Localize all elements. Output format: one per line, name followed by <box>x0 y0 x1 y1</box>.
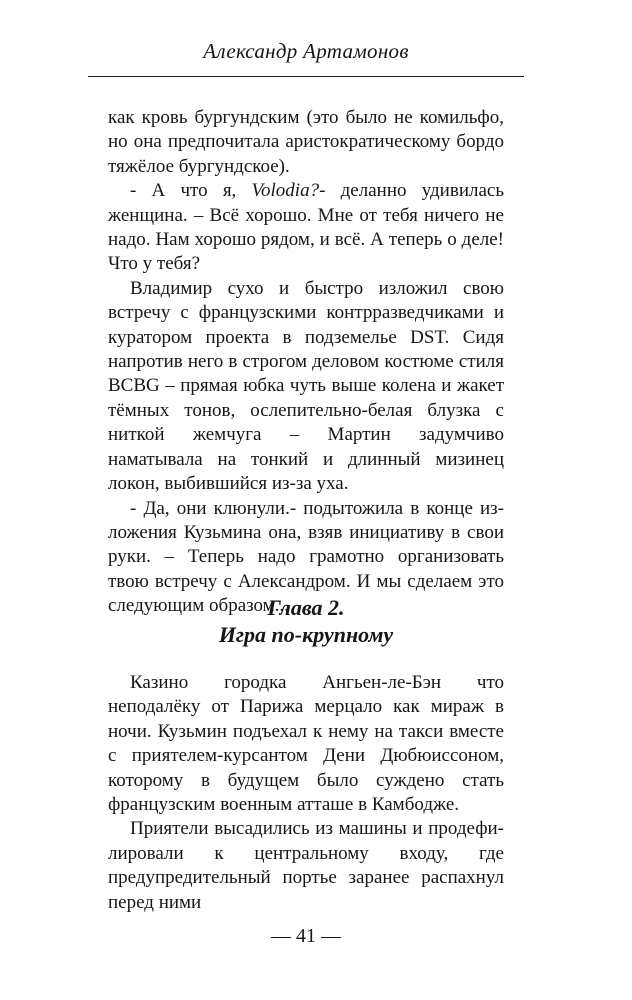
paragraph-vladimir-briefing: Владимир сухо и быстро изложил свою встречу с французскими контрразведчиками и куратором проекта в подземелье DST. Сидя напротив него в строгом деловом костюме стиля BCBG – прямая юбка чуть выше колена и жакет тёмных тонов, ослепительно-белая блузка с ниткой жемчуга – Мартин задумчиво наматывала на тонкий и длинный мизинец локон, выбившийся из-за уха. <box>108 277 504 495</box>
paragraph-dialogue-martin <box>108 179 504 277</box>
chapter-heading <box>108 594 504 648</box>
running-header: Александр Артамонов <box>203 39 409 63</box>
paragraph-continuation: как кровь бургундским (это было не комильфо, но она предпочитала аристократическому бордо тяжёлое бургундское). <box>108 107 504 177</box>
dialogue-lead: - А что я, <box>130 180 252 202</box>
paragraph-martin-reply: - Да, они клюнули.- подытожила в конце изложения Кузьмина она, взяв инициативу в свои руки. – Теперь надо грамотно организовать твою встречу с Александром. И мы сделаем это следующим образом... <box>108 497 504 617</box>
page-number: — 41 — <box>271 925 341 947</box>
chapter-number: Глава 2. <box>267 595 345 620</box>
text-block-top <box>108 106 504 619</box>
text-block-bottom <box>108 671 504 915</box>
header-rule <box>88 76 524 77</box>
paragraph-arrival: Приятели высадились из машины и продефилировали к центральному входу, где предупредительный портье заранее распахнул перед ними <box>108 818 504 913</box>
italic-name-volodia: Volodia? <box>251 180 320 202</box>
chapter-title: Игра по-крупному <box>218 622 394 647</box>
paragraph-casino: Казино городка Ангьен-ле-Бэн что неподалёку от Парижа мерцало как мираж в ночи. Кузьмин подъехал к нему на такси вместе с приятелем-курсантом Дени Дюбюиссоном, которому в будущем было суждено стать французским военным атташе в Камбодже. <box>108 672 504 816</box>
dialogue-rest: - деланно удивилась женщина. – Всё хорошо. Мне от тебя ничего не надо. Нам хорошо рядом, и всё. А теперь о деле! Что у тебя? <box>108 180 504 275</box>
